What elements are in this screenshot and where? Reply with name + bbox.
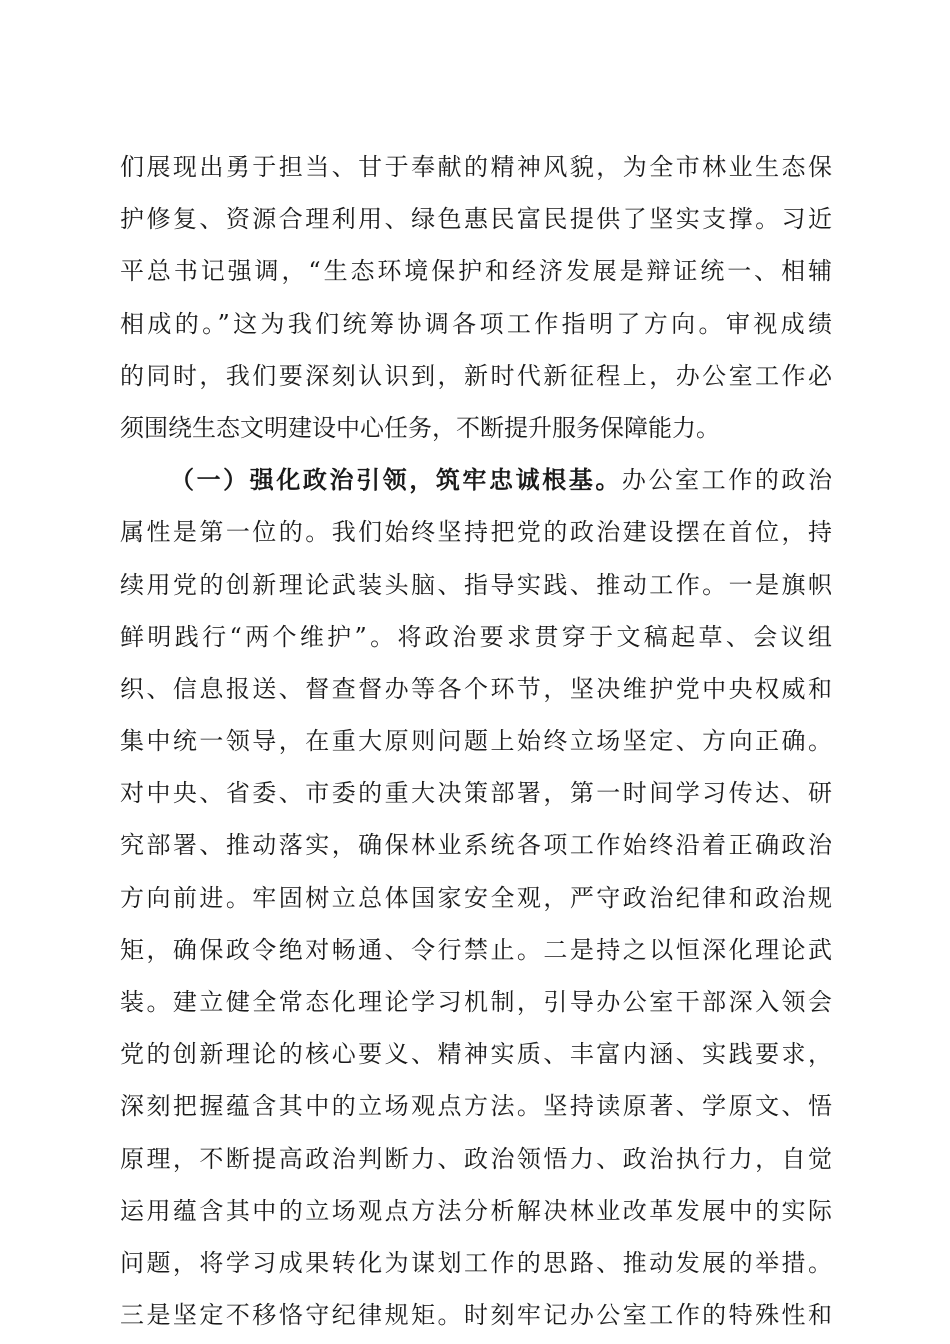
paragraph-line: 运用蕴含其中的立场观点方法分析解决林业改革发展中的实际 (120, 1196, 832, 1225)
paragraph-line: 集中统一领导，在重大原则问题上始终立场坚定、方向正确。 (120, 727, 832, 756)
section-heading: （一）强化政治引领，筑牢忠诚根基。 (170, 465, 622, 495)
paragraph-line: 护修复、资源合理利用、绿色惠民富民提供了坚实支撑。习近 (120, 205, 832, 234)
paragraph-line: 鲜明践行“两个维护”。将政治要求贯穿于文稿起草、会议组 (120, 622, 832, 651)
paragraph-line: 对中央、省委、市委的重大决策部署，第一时间学习传达、研 (120, 779, 832, 808)
paragraph-line: 究部署、推动落实，确保林业系统各项工作始终沿着正确政治 (120, 831, 832, 860)
paragraph-line: 原理，不断提高政治判断力、政治领悟力、政治执行力，自觉 (120, 1144, 832, 1173)
section-first-line (120, 454, 832, 506)
paragraph-line: 深刻把握蕴含其中的立场观点方法。坚持读原著、学原文、悟 (120, 1092, 832, 1121)
paragraph-line: 须围绕生态文明建设中心任务，不断提升服务保障能力。 (120, 413, 720, 442)
paragraph-line: 党的创新理论的核心要义、精神实质、丰富内涵、实践要求， (120, 1040, 832, 1069)
paragraph-line: 问题，将学习成果转化为谋划工作的思路、推动发展的举措。 (120, 1248, 832, 1277)
paragraph-line: 织、信息报送、督查督办等各个环节，坚决维护党中央权威和 (120, 674, 832, 703)
paragraph-line: 方向前进。牢固树立总体国家安全观，严守政治纪律和政治规 (120, 883, 832, 912)
paragraph-line: 相成的。”这为我们统筹协调各项工作指明了方向。审视成绩 (120, 309, 832, 338)
paragraph-line: 平总书记强调，“生态环境保护和经济发展是辩证统一、相辅 (120, 257, 832, 286)
paragraph-line: 们展现出勇于担当、甘于奉献的精神风貌，为全市林业生态保 (120, 153, 832, 181)
paragraph-line: 装。建立健全常态化理论学习机制，引导办公室干部深入领会 (120, 988, 832, 1016)
body-text (120, 141, 832, 1341)
paragraph-line: 属性是第一位的。我们始终坚持把党的政治建设摆在首位，持 (120, 518, 832, 547)
paragraph-line: 矩，确保政令绝对畅通、令行禁止。二是持之以恒深化理论武 (120, 935, 832, 964)
section-first-line-rest: 办公室工作的政治 (621, 466, 832, 495)
paragraph-line: 三是坚定不移恪守纪律规矩。时刻牢记办公室工作的特殊性和 (120, 1301, 832, 1330)
paragraph-line: 的同时，我们要深刻认识到，新时代新征程上，办公室工作必 (120, 361, 832, 390)
paragraph-line: 续用党的创新理论武装头脑、指导实践、推动工作。一是旗帜 (120, 570, 832, 599)
